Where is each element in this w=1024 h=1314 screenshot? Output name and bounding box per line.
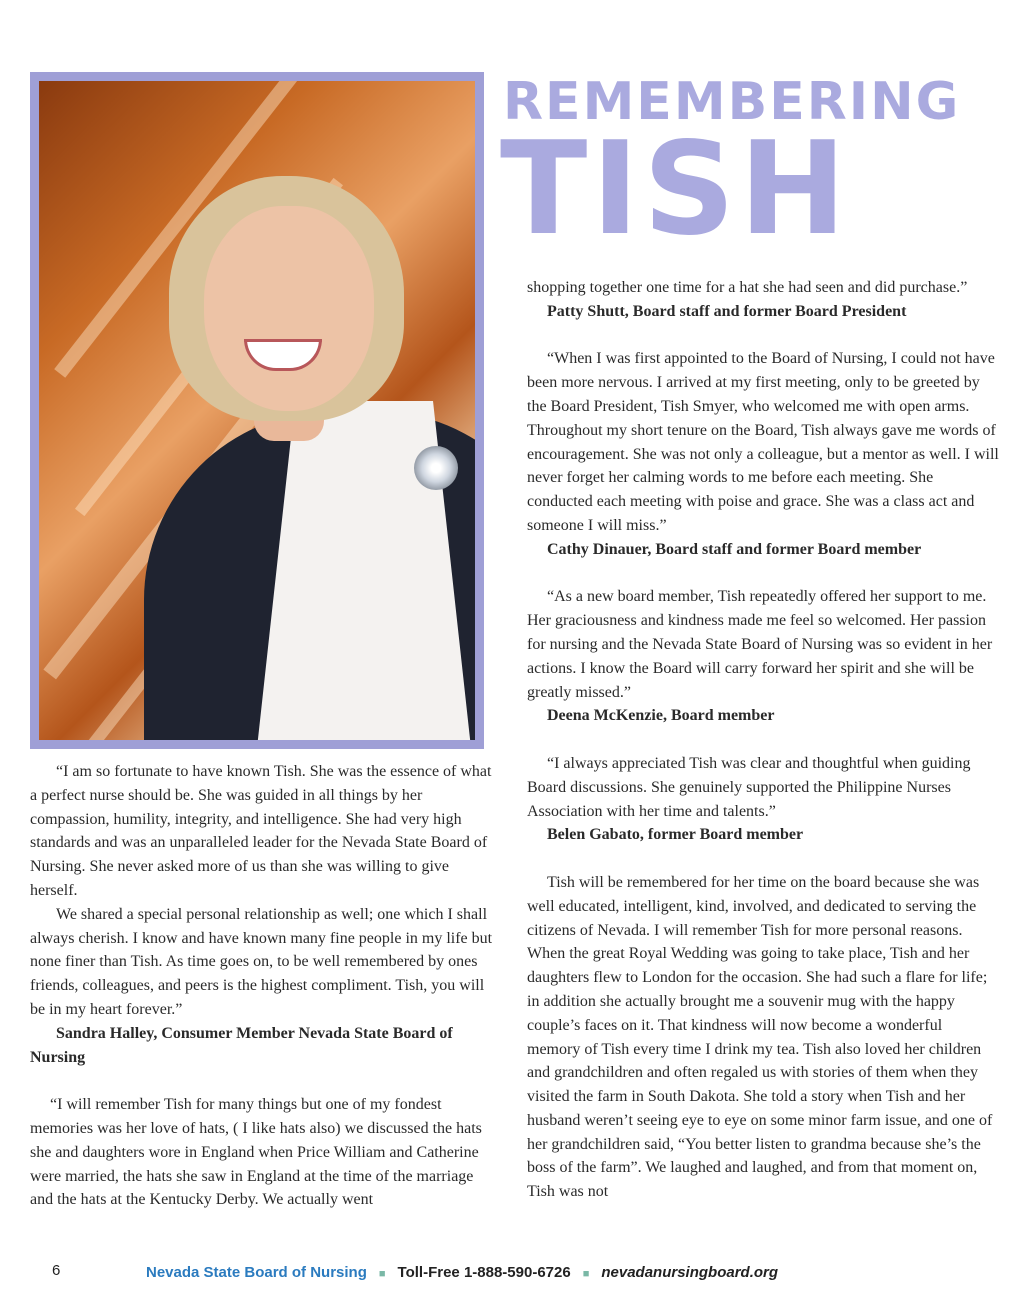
footer-website: nevadanursingboard.org [601, 1264, 779, 1281]
tribute-paragraph: shopping together one time for a hat she had seen and did purchase.” [527, 279, 968, 296]
tribute-attribution: Deena McKenzie, Board member [547, 707, 775, 725]
title-remembering: REMEMBERING [503, 72, 961, 132]
portrait-photo [39, 81, 475, 740]
title-tish: TISH [500, 115, 851, 264]
page-footer [0, 1262, 1024, 1286]
right-column [527, 276, 999, 1204]
footer-phone: Toll-Free 1-888-590-6726 [397, 1264, 571, 1281]
tribute-paragraph: “As a new board member, Tish repeatedly offered her support to me. Her graciousness and kindness made me feel so welcomed. Her passion for nursing and the Nevada State Board of Nursing was so evident in her actions. I know the Board will carry forward her spirit and she will be greatly missed.” [527, 588, 993, 701]
tribute-attribution: Sandra Halley, Consumer Member Nevada State Board of Nursing [30, 1024, 453, 1066]
tribute-attribution: Patty Shutt, Board staff and former Board President [547, 302, 907, 320]
tribute-paragraph: We shared a special personal relationship as well; one which I shall always cherish. I know and have known many fine people in my life but none finer than Tish. As time goes on, to be well remembered by ones friends, colleagues, and peers is the highest compliment. Tish, you will be in my heart forever.” [30, 905, 493, 1018]
page-number: 6 [52, 1262, 61, 1279]
tribute-paragraph: “I will remember Tish for many things but one of my fondest memories was her love of hats, ( I like hats also) we discussed the hats she and daughters wore in England when Price William and Catherine were married, the hats she saw in England at the time of the marriage and the hats at the Kentucky Derby. We actually went [30, 1096, 482, 1209]
tribute-attribution: Belen Gabato, former Board member [547, 826, 804, 844]
square-bullet-icon: ■ [378, 1268, 386, 1280]
footer-info [146, 1264, 778, 1281]
tribute-paragraph: “I always appreciated Tish was clear and thoughtful when guiding Board discussions. She genuinely supported the Philippine Nurses Association with her time and talents.” [527, 754, 971, 820]
tribute-attribution: Cathy Dinauer, Board staff and former Board member [547, 540, 922, 558]
portrait-photo-frame [30, 72, 484, 749]
tribute-paragraph: “I am so fortunate to have known Tish. She was the essence of what a perfect nurse should be. She was guided in all things by her compassion, humility, integrity, and intelligence. She had very high standards and was an unparalleled leader for the Nevada State Board of Nursing. She never asked more of us than she was willing to give herself. [30, 763, 492, 899]
tribute-paragraph: Tish will be remembered for her time on the board because she was well educated, intelligent, kind, involved, and dedicated to serving the citizens of Nevada. I will remember Tish for more personal reasons. When the great Royal Wedding was going to take place, Tish and her daughters flew to London for the occasion. She had such a flare for life; in addition she actually brought me a souvenir mug with the happy couple’s faces on it. That kindness will now become a wonderful memory of Tish every time I drink my tea. Tish also loved her children and grandchildren and often regaled us with stories of them when they visited the farm in South Dakota. She told a story when Tish and her husband weren’t seeing eye to eye on some minor farm issue, and one of her grandchildren said, “You better listen to grandma because she’s the boss of the farm”. We laughed and laughed, and from that moment on, Tish was not [527, 873, 993, 1201]
footer-organization: Nevada State Board of Nursing [146, 1264, 367, 1281]
brooch [414, 446, 458, 490]
square-bullet-icon: ■ [582, 1268, 590, 1280]
left-column [30, 760, 500, 1212]
tribute-paragraph: “When I was first appointed to the Board of Nursing, I could not have been more nervous. I arrived at my first meeting, only to be greeted by the Board President, Tish Smyer, who welcomed me with open arms. Throughout my short tenure on the Board, Tish always gave me words of encouragement. She was not only a colleague, but a mentor as well. I will never forget her calming words to me before each meeting. She conducted each meeting with poise and grace. She was a class act and someone I will miss.” [527, 350, 999, 534]
